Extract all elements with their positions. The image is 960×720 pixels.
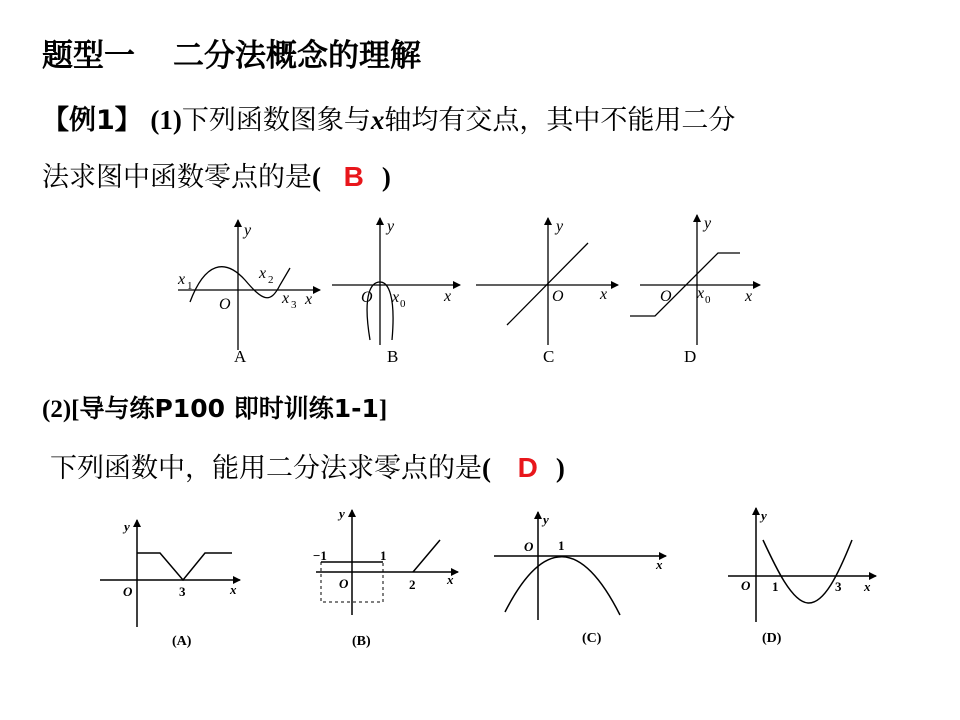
- x-label: x: [447, 572, 454, 587]
- question2-text: 下列函数中，能用二分法求零点的是: [50, 453, 482, 484]
- y-label: y: [761, 508, 767, 523]
- caption-2c: (C): [582, 631, 602, 646]
- y-label: y: [704, 215, 712, 232]
- origin-label: O: [123, 584, 133, 599]
- tick-1: 1: [380, 548, 387, 563]
- x-label: x: [745, 288, 753, 305]
- y-label: y: [124, 519, 130, 534]
- title-part2: 二分法概念的理解: [173, 38, 421, 74]
- example-label: 例1: [69, 105, 115, 136]
- caption-c: C: [543, 347, 555, 366]
- example2-close: ]: [378, 396, 388, 423]
- y-label: y: [543, 512, 549, 527]
- curve: [505, 557, 620, 615]
- tick-3: 3: [835, 579, 842, 594]
- graph-2a: [100, 520, 240, 627]
- y-label: y: [339, 506, 345, 521]
- y-label: y: [387, 218, 395, 235]
- caption-2a: (A): [172, 634, 192, 649]
- curve: [137, 553, 232, 580]
- x3-sub: 3: [291, 299, 297, 311]
- tick-2: 2: [409, 577, 416, 592]
- x-label: x: [864, 579, 871, 594]
- x0-label: x: [392, 289, 400, 306]
- origin-label: O: [361, 289, 373, 306]
- question1-text-b: 轴均有交点，其中不能用二分: [384, 105, 736, 136]
- origin-label: O: [524, 539, 534, 554]
- x-label: x: [444, 288, 452, 305]
- example-bracket-close: 】: [114, 105, 142, 136]
- graph-1a: [178, 220, 320, 350]
- tick-1: 1: [558, 538, 565, 553]
- origin-label: O: [339, 576, 349, 591]
- origin-label: O: [552, 288, 564, 305]
- y-label: y: [244, 222, 252, 239]
- tick-1: 1: [772, 579, 779, 594]
- subquestion-1: (1): [150, 105, 182, 135]
- tick-3: 3: [179, 584, 186, 599]
- graph-2c: [494, 512, 666, 620]
- caption-2d: (D): [762, 631, 782, 646]
- answer-2: D: [517, 452, 538, 483]
- paren-close: ): [381, 162, 391, 192]
- paren-close-2: ): [555, 453, 565, 483]
- x-label: x: [600, 286, 608, 303]
- x-label: x: [230, 582, 237, 597]
- paren-open: (: [312, 162, 321, 192]
- x2-label: x: [259, 265, 267, 282]
- origin-label: O: [219, 296, 231, 313]
- graph-2b: [316, 510, 458, 615]
- x3-label: x: [282, 290, 290, 307]
- graph-2d: [728, 508, 876, 622]
- x-label: x: [656, 557, 663, 572]
- caption-b: B: [387, 347, 399, 366]
- x0-sub: 0: [400, 298, 406, 310]
- x-label: x: [305, 291, 313, 308]
- x1-label: x: [178, 271, 186, 288]
- graph-1b: [332, 218, 460, 345]
- var-x: x: [370, 105, 385, 135]
- caption-d: D: [684, 347, 697, 366]
- paren-open-2: (: [482, 453, 491, 483]
- caption-2b: (B): [352, 634, 371, 649]
- caption-a: A: [234, 347, 247, 366]
- example2-sub: (2)[: [42, 396, 80, 423]
- graph-1c: [476, 218, 618, 345]
- answer-1: B: [343, 161, 364, 192]
- title-part1: 题型一: [42, 38, 135, 74]
- question1-line2: 法求图中函数零点的是: [42, 162, 312, 193]
- origin-label: O: [660, 288, 672, 305]
- example-bracket-open: 【: [42, 105, 69, 136]
- tick-minus1: −1: [313, 548, 327, 563]
- x0-label: x: [697, 285, 705, 302]
- y-label: y: [556, 218, 564, 235]
- origin-label: O: [741, 578, 751, 593]
- question1-text-a: 下列函数图象与: [181, 105, 371, 136]
- x0-sub: 0: [705, 294, 711, 306]
- x2-sub: 2: [268, 274, 274, 286]
- x1-sub: 1: [187, 280, 193, 292]
- example2-ref: 导与练P100 即时训练1-1: [79, 394, 379, 423]
- curve: [190, 267, 290, 302]
- graph-1d: [630, 215, 760, 345]
- ray: [413, 540, 440, 572]
